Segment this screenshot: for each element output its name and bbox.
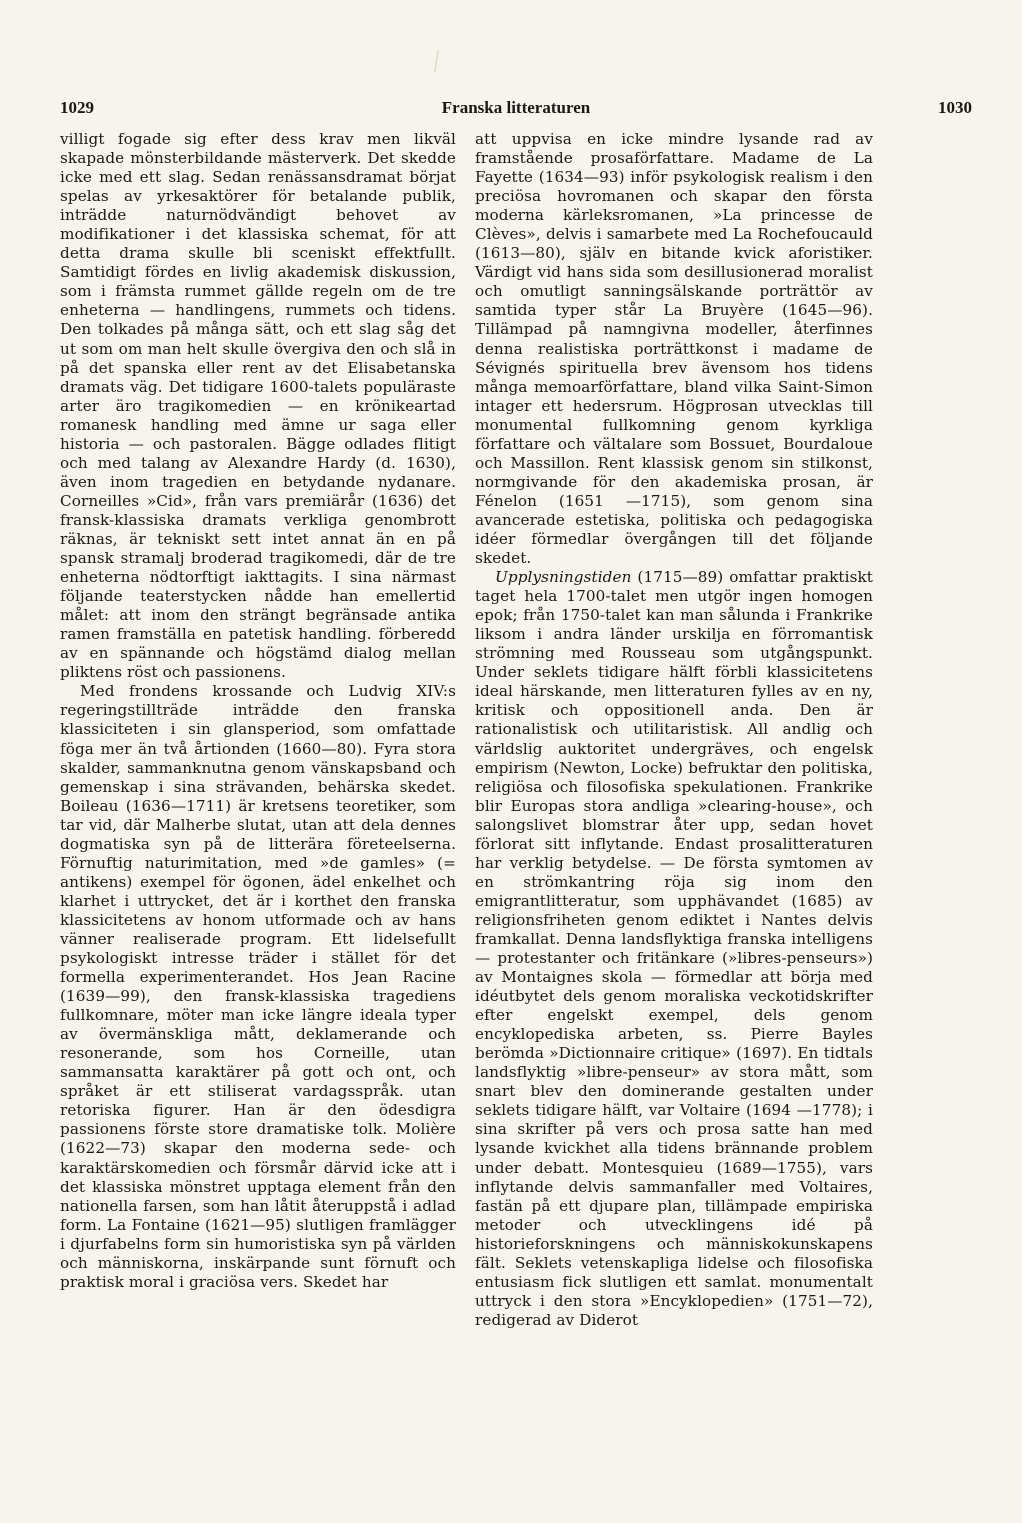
left-paragraph-2: Med frondens krossande och Ludvig XIV:s regeringstillträde inträdde den franska klassiciteten i sin glansperiod, som omfattade föga mer än två årtionden (1660—80). Fyra stora skalder, sammanknutna genom vänskapsband och gemenskap i sina strävanden, behärska skedet. Boileau (1636—1711) är kretsens teoretiker, som tar vid, där Malherbe slutat, utan att dela dennes dogmatiska syn på de litterära företeelserna. Förnuftig naturimitation, med »de gamles» (= antikens) exempel för ögonen, ädel enkelhet och klarhet i uttrycket, det är i korthet den franska klassicitetens av honom utformade och av hans vänner realiserade program. Ett lidelsefullt psykologiskt intresse träder i stället för det formella experimenterandet. Hos Jean Racine (1639—99), den fransk-klassiska tragediens fullkomnare, möter man icke längre ideala typer av övermänskliga mått, deklamerande och resonerande, som hos Corneille, utan sammansatta karaktärer på gott och ont, och språket är ett stiliserat vardagsspråk. utan retoriska figurer. Han är den ödesdigra passionens förste store dramatiske tolk. Molière (1622—73) skapar den moderna sede- och karaktärskomedien och försmår därvid icke att i det klassiska mönstret upptaga element från den nationella farsen, som han låtit återuppstå i adlad form. La Fontaine (1621—95) slutligen framlägger i djurfabelns form sin humoristiska syn på världen och människorna, inskärpande sunt förnuft och praktisk moral i graciösa vers. Skedet har — [60, 682, 456, 1291]
left-column — [60, 130, 456, 1292]
section-term-italic: Upplysningstiden — [495, 568, 632, 587]
left-paragraph-1: villigt fogade sig efter dess krav men likväl skapade mönsterbildande mästerverk. Det skedde icke med ett slag. Sedan renässansdramat börjat spelas av yrkesaktörer för betalande publik, inträdde naturnödvändigt behovet av modifikationer i det klassiska schemat, för att detta drama skulle bli sceniskt effektfullt. Samtidigt fördes en livlig akademisk diskussion, som i främsta rummet gällde regeln om de tre enheterna — handlingens, rummets och tidens. Den tolkades på många sätt, och ett slag såg det ut som om man helt skulle övergiva den och slå in på det spanska eller rent av det Elisabetanska dramats väg. Det tidigare 1600-talets populäraste arter äro tragikomedien — en krönikeartad romanesk handling med ämne ur saga eller historia — och pastoralen. Bägge odlades flitigt och med talang av Alexandre Hardy (d. 1630), även inom tragedien en betydande nydanare. Corneilles »Cid», från vars premiärår (1636) det fransk-klassiska dramats verkliga genombrott räknas, är tekniskt sett intet annat än en på spansk stramalj broderad tragikomedi, där de tre enheterna nödtorftigt iakttagits. I sina närmast följande teaterstycken nådde han emellertid målet: att inom den strängt begränsade antika ramen framställa en patetisk handling. förberedd av en spännande och högstämd dialog mellan pliktens röst och passionens. — [60, 130, 456, 682]
right-paragraph-2 — [475, 568, 873, 1330]
running-header — [60, 98, 972, 120]
page-number-right: 1030 — [938, 98, 972, 117]
running-title: Franska litteraturen — [441, 98, 591, 117]
right-paragraph-2-text: (1715—89) omfattar praktiskt taget hela 1700-talet men utgör ingen homogen epok; från 1750-talet kan man sålunda i Frankrike liksom i andra länder urskilja en förromantisk strömning med Rousseau som utgångspunkt. Under seklets tidigare hälft förbli klassicitetens ideal härskande, men litteraturen fylles av en ny, kritisk och oppositionell anda. Den är rationalistisk och utilitaristisk. All andlig och världslig auktoritet undergräves, och engelsk empirism (Newton, Locke) befruktar den politiska, religiösa och filosofiska spekulationen. Frankrike blir Europas stora andliga »clearing-house», och salongslivet blomstrar åter upp, sedan hovet förlorat sitt inflytande. Endast prosalitteraturen har verklig betydelse. — De första symtomen av en strömkantring röja sig inom den emigrantlitteratur, som upphävandet (1685) av religionsfriheten genom ediktet i Nantes delvis framkallat. Denna landsflyktiga franska intelligens — protestanter och fritänkare (»libres-penseurs») av Montaignes skola — förmedlar att börja med idéutbytet dels genom moraliska veckotidskrifter efter engelskt exempel, dels genom encyklopediska arbeten, ss. Pierre Bayles berömda »Dictionnaire critique» (1697). En tidtals landsflyktig »libre-penseur» av stora mått, som snart blev den dominerande gestalten under seklets tidigare hälft, var Voltaire (1694 —1778); i sina skrifter på vers och prosa satte han med lysande kvickhet alla tidens brännande problem under debatt. Montesquieu (1689—1755), vars inflytande delvis sammanfaller med Voltaires, fastän på ett djupare plan, tillämpade empiriska metoder och utvecklingens idé på historieforskningens och människokunskapens fält. Seklets vetenskapliga lidelse och filosofiska entusiasm fick slutligen ett samlat. monumentalt uttryck i den stora »Encyklopedien» (1751—72), redigerad av Diderot — [475, 568, 873, 1329]
paper-mark — [434, 50, 438, 72]
page-number-left: 1029 — [60, 98, 94, 117]
right-paragraph-1: att uppvisa en icke mindre lysande rad av framstående prosaförfattare. Madame de La Fayette (1634—93) inför psykologisk realism i den preciösa hovromanen och skapar den första moderna kärleksromanen, »La princesse de Clèves», delvis i samarbete med La Rochefoucauld (1613—80), själv en bitande kvick aforistiker. Värdigt vid hans sida som desillusionerad moralist och omutligt sanningsälskande porträttör av samtida typer står La Bruyère (1645—96). Tillämpad på namngivna modeller, återfinnes denna realistiska porträttkonst i madame de Sévignés spirituella brev ävensom hos tidens många memoarförfattare, bland vilka Saint-Simon intager ett hedersrum. Högprosan utvecklas till monumental fullkomning genom kyrkliga författare och vältalare som Bossuet, Bourdaloue och Massillon. Rent klassisk genom sin stilkonst, normgivande för den akademiska prosan, är Fénelon (1651 —1715), som genom sina avancerade estetiska, politiska och pedagogiska idéer förmedlar övergången till det följande skedet. — [475, 130, 873, 568]
right-column — [475, 130, 873, 1330]
